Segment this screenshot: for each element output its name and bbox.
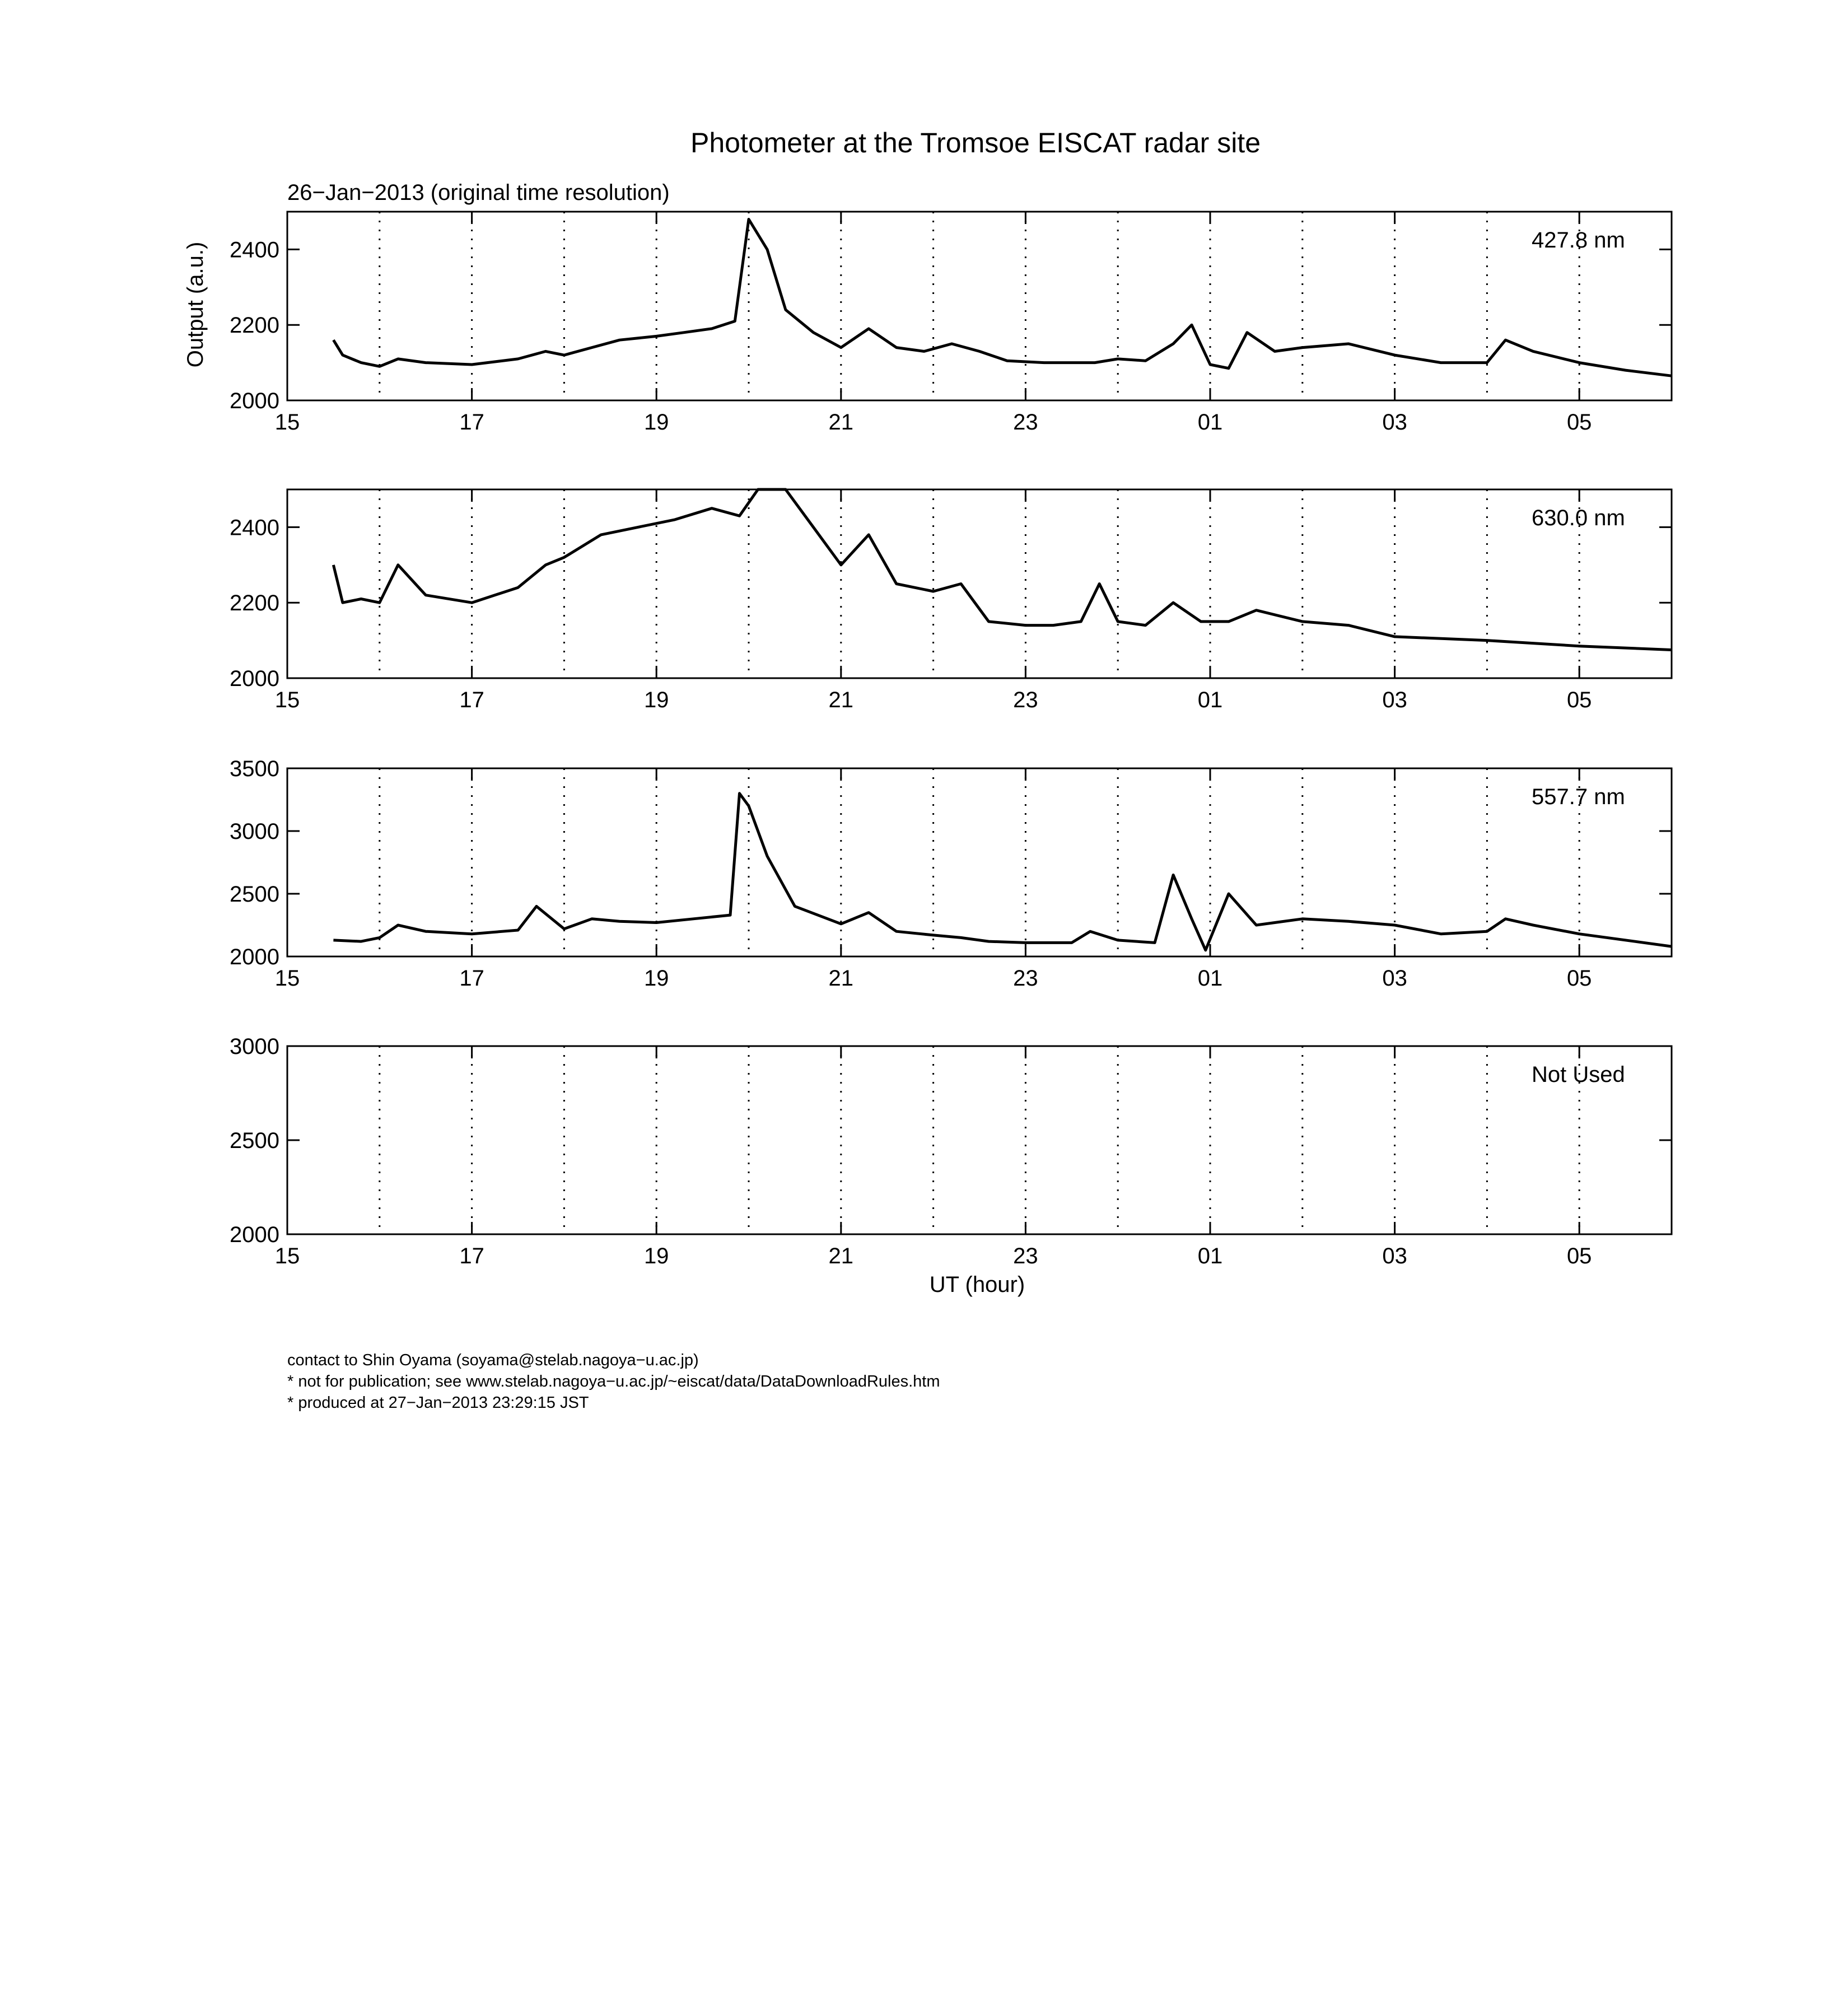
x-tick-label: 19 xyxy=(643,966,669,991)
x-tick-label: 05 xyxy=(1566,1244,1592,1268)
footer-notes xyxy=(287,1350,940,1413)
axes-frame xyxy=(287,768,1672,956)
x-tick-label: 03 xyxy=(1382,410,1407,435)
x-tick-label: 05 xyxy=(1566,410,1592,435)
panels-group xyxy=(230,212,1672,1268)
panel-2 xyxy=(230,489,1672,712)
footer-contact: contact to Shin Oyama (soyama@stelab.nagoya−u.ac.jp) xyxy=(287,1351,699,1369)
x-tick-label: 21 xyxy=(828,410,854,435)
x-tick-label: 01 xyxy=(1197,1244,1223,1268)
x-tick-label: 01 xyxy=(1197,688,1223,712)
axes-frame xyxy=(287,489,1672,678)
x-tick-label: 17 xyxy=(459,1244,484,1268)
x-tick-label: 21 xyxy=(828,688,854,712)
chart-subtitle: 26−Jan−2013 (original time resolution) xyxy=(287,180,670,205)
y-tick-label: 2400 xyxy=(230,515,279,540)
panel-3 xyxy=(230,757,1672,991)
x-tick-label: 05 xyxy=(1566,966,1592,991)
y-tick-label: 2500 xyxy=(230,1128,279,1153)
x-tick-label: 23 xyxy=(1013,966,1038,991)
series-line xyxy=(333,489,1672,650)
x-tick-label: 03 xyxy=(1382,1244,1407,1268)
x-tick-label: 23 xyxy=(1013,1244,1038,1268)
axes-frame xyxy=(287,1046,1672,1234)
x-tick-label: 15 xyxy=(274,1244,300,1268)
x-tick-label: 23 xyxy=(1013,688,1038,712)
x-tick-label: 17 xyxy=(459,966,484,991)
chart-title: Photometer at the Tromsoe EISCAT radar site xyxy=(690,127,1261,158)
y-tick-label: 2200 xyxy=(230,591,279,616)
axes-frame xyxy=(287,212,1672,400)
x-axis-label: UT (hour) xyxy=(929,1272,1025,1297)
x-tick-label: 17 xyxy=(459,410,484,435)
x-tick-label: 15 xyxy=(274,688,300,712)
series-line xyxy=(333,794,1672,950)
y-tick-label: 2000 xyxy=(230,389,279,413)
y-tick-label: 2200 xyxy=(230,313,279,338)
x-tick-label: 19 xyxy=(643,410,669,435)
series-line xyxy=(333,220,1672,376)
channel-label: 557.7 nm xyxy=(1532,785,1625,809)
channel-label: 630.0 nm xyxy=(1532,506,1625,530)
y-tick-label: 2400 xyxy=(230,237,279,263)
y-tick-label: 3000 xyxy=(230,1034,279,1059)
x-tick-label: 01 xyxy=(1197,966,1223,991)
x-tick-label: 15 xyxy=(274,410,300,435)
x-tick-label: 19 xyxy=(643,1244,669,1268)
y-tick-label: 2000 xyxy=(230,1222,279,1247)
footer-produced-at: * produced at 27−Jan−2013 23:29:15 JST xyxy=(287,1394,589,1412)
y-axis-label: Output (a.u.) xyxy=(183,241,208,368)
x-tick-label: 21 xyxy=(828,966,854,991)
y-tick-label: 2000 xyxy=(230,666,279,691)
channel-label: 427.8 nm xyxy=(1532,228,1625,253)
y-tick-label: 3500 xyxy=(230,757,279,781)
channel-label: Not Used xyxy=(1532,1062,1625,1087)
footer-usage-note: * not for publication; see www.stelab.nagoya−u.ac.jp/~eiscat/data/DataDownloadRules.htm xyxy=(287,1373,940,1390)
y-tick-label: 3000 xyxy=(230,819,279,844)
y-tick-label: 2000 xyxy=(230,945,279,969)
x-tick-label: 23 xyxy=(1013,410,1038,435)
x-tick-label: 17 xyxy=(459,688,484,712)
x-tick-label: 21 xyxy=(828,1244,854,1268)
x-tick-label: 03 xyxy=(1382,966,1407,991)
panel-4 xyxy=(230,1034,1672,1268)
x-tick-label: 15 xyxy=(274,966,300,991)
panel-1 xyxy=(230,212,1672,435)
x-tick-label: 03 xyxy=(1382,688,1407,712)
x-tick-label: 05 xyxy=(1566,688,1592,712)
x-tick-label: 01 xyxy=(1197,410,1223,435)
y-tick-label: 2500 xyxy=(230,882,279,907)
x-tick-label: 19 xyxy=(643,688,669,712)
